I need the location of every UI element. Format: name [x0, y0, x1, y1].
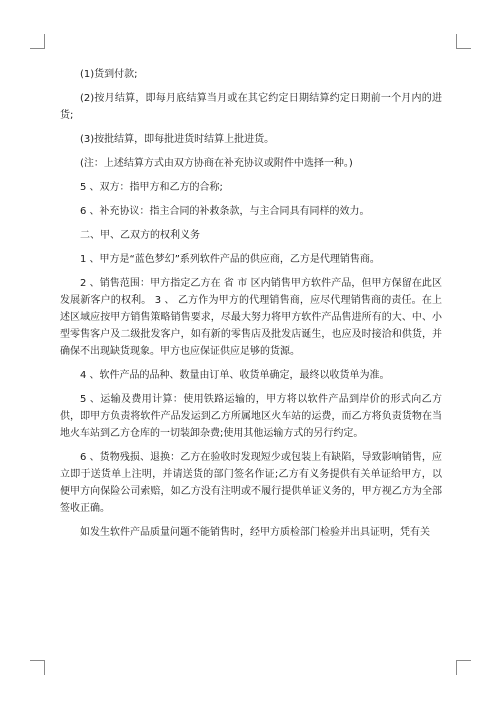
crop-mark-bottom-left — [30, 660, 45, 675]
section-heading-rights: 二、甲、乙双方的权利义务 — [80, 230, 200, 241]
paragraph-payment-monthly: (2)按月结算，即每月底结算当月或在其它约定日期结算约定日期前一个月内的进货; — [60, 93, 442, 121]
paragraph-clause-2-3: 2 、销售范围：甲方指定乙方在 省 市 区内销售甲方软件产品，但甲方保留在此区发展新客户的权利。 3 、 乙方作为甲方的代理销售商，应尽代理销售商的责任。在上述区域应按甲方销售策略销售要求，尽最大努力将甲方软件产品售进所有的大、中、小型零售客户及二级批发客户，如有新的零售店及批发店诞生，也应及时接洽和供货，并确保不出现缺货现象。甲方也应保证供应足够的货源。 — [60, 278, 442, 357]
paragraph-payment-note: (注：上述结算方式由双方协商在补充协议或附件中选择一种。) — [80, 158, 353, 169]
paragraph-clause-6: 6 、货物残损、退换：乙方在验收时发现短少或包装上有缺陷，导致影响销售，应立即于送货单上注明，并请送货的部门签名作证;乙方有义务提供有关单证给甲方，以便甲方向保险公司索赔，如乙方没有注明或不履行提供单证义务的，甲方视乙方为全部签收正确。 — [60, 452, 442, 514]
paragraph-clause-5: 5 、运输及费用计算：使用铁路运输的，甲方将以软件产品到岸价的形式向乙方供，即甲方负责将软件产品发运到乙方所属地区火车站的运费，而乙方将负责货物在当地火车站到乙方仓库的一切装卸杂费;使用其他运输方式的另行约定。 — [60, 394, 442, 439]
crop-mark-bottom-right — [456, 660, 471, 675]
paragraph-definition-supplement: 6 、补充协议：指主合同的补救条款，与主合同具有同样的效力。 — [80, 206, 370, 217]
paragraph-payment-cod: (1)货到付款; — [80, 69, 138, 80]
paragraph-quality-issue: 如发生软件产品质量问题不能销售时，经甲方质检部门检验并出具证明，凭有关 — [80, 527, 430, 538]
crop-mark-top-right — [456, 34, 471, 49]
document-body — [60, 66, 442, 548]
paragraph-clause-1: 1 、甲方是“蓝色梦幻”系列软件产品的供应商，乙方是代理销售商。 — [80, 254, 380, 265]
paragraph-clause-4: 4 、软件产品的品种、数量由订单、收货单确定，最终以收货单为准。 — [80, 370, 390, 381]
paragraph-definition-parties: 5 、双方：指甲方和乙方的合称; — [80, 182, 223, 193]
paragraph-payment-batch: (3)按批结算，即每批进货时结算上批进货。 — [80, 134, 275, 145]
crop-mark-top-left — [30, 34, 45, 49]
